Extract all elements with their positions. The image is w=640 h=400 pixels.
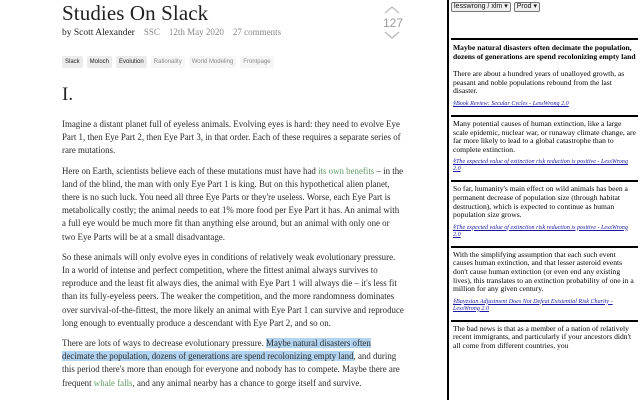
- karma-score: 127: [383, 16, 404, 30]
- paragraph-text: – in the land of the blind, the man with only Eye Part 1 is king. But on this hypothetical alien planet, there is no such luck. You need all three Eye Parts or they're useless. Worse, each Eye Part is metabolically costly; the animal needs to eat 1% more food per Eye Part it has. An animal with a full eye would be much more fit than anything else around, but an animal with only one or two Eye Parts will be at a small disadvantage.: [62, 165, 404, 242]
- paragraph-text: , and any animal nearby has a chance to gorge itself and survive.: [132, 377, 362, 388]
- result-text: There are about a hundred years of unalloyed growth, as peasant and noble populations rebound from the last disaster.: [453, 69, 625, 96]
- paragraph: [62, 165, 404, 244]
- tag-moloch[interactable]: Moloch: [87, 56, 112, 68]
- comments-link[interactable]: 27 comments: [232, 27, 282, 37]
- post-date: 12th May 2020: [168, 27, 224, 37]
- chevron-down-icon: ▾: [533, 3, 538, 10]
- whale-falls-link[interactable]: whale falls: [93, 377, 133, 388]
- section-heading: I.: [62, 84, 74, 105]
- result-text: The bad news is that as a member of a nation of relatively recent immigrants, and particularly if your ancestors didn't all come from different countries, you: [453, 323, 632, 350]
- paragraph: So these animals will only evolve eyes in conditions of relatively weak evolutionary pressure. In a world of intense and perfect competition, where the fittest animal always survives to reproduce and the least fit always dies, the animal with Eye Part 1 will always die – it's less fit than its fully-eyeless peers. The weaker the competition, and the more randomness dominates over survival-of-the-fittest, the more likely an animal with Eye Part 1 can survive and reproduce long enough to eventually produce a descendant with Eye Part 2, and so on.: [62, 251, 404, 328]
- result-text: With the simplifying assumption that each such event causes human extinction, and that lesser asteroid events don't cause human extinction (or even end any existing lives), this translates to an extinction probability of one in a million for any given century.: [453, 249, 634, 294]
- env-select[interactable]: [514, 2, 540, 12]
- own-benefits-link[interactable]: its own benefits: [318, 165, 375, 176]
- result-text: So far, humanity's main effect on wild animals has been a permanent decrease of population size (through habitat destruction), which is expected to continue as human population size grows.: [453, 184, 628, 220]
- result-card: [451, 115, 638, 173]
- query-title: Maybe natural disasters often decimate the population, dozens of generations are spend recolonizing empty land: [453, 43, 636, 62]
- tag-slack[interactable]: Slack: [62, 56, 83, 68]
- tag-frontpage[interactable]: Frontpage: [240, 56, 273, 68]
- paragraph-text: There are lots of ways to decrease evolutionary pressure.: [62, 338, 267, 349]
- result-source-link[interactable]: §The expected value of extinction risk reduction is positive - LessWrong 2.0: [453, 224, 628, 238]
- result-source-link[interactable]: §Bayesian Adjustment Does Not Defeat Existential Risk Charity - LessWrong 2.0: [453, 298, 613, 312]
- paragraph: [62, 337, 404, 390]
- env-select-value: Prod: [516, 3, 532, 10]
- result-card: [451, 320, 638, 351]
- author-link[interactable]: by Scott Alexander: [62, 28, 135, 38]
- byline: [62, 27, 281, 38]
- index-select-value: lesswrong / xlm: [454, 3, 503, 10]
- result-source-link[interactable]: §The expected value of extinction risk reduction is positive - LessWrong 2.0: [453, 159, 628, 173]
- tag-evolution[interactable]: Evolution: [116, 56, 147, 68]
- results-list: [451, 38, 638, 357]
- index-select[interactable]: [451, 2, 511, 12]
- highlighted-selection[interactable]: Maybe natural disasters often decimate the population, dozens of generations are spend recolonizing empty land: [62, 338, 371, 362]
- downvote-icon[interactable]: [383, 31, 401, 39]
- result-card: [451, 246, 638, 313]
- paragraph: Imagine a distant planet full of eyeless animals. Evolving eyes is hard: they need to evolve Eye Part 1, then Eye Part 2, then Eye Part 3, in that order. Each of these requires a separate series of rare mutations.: [62, 119, 401, 156]
- source-label[interactable]: SSC: [143, 27, 160, 37]
- result-source-link[interactable]: §Book Review: Secular Cycles - LessWrong 2.0: [453, 100, 569, 107]
- chevron-down-icon: ▾: [504, 3, 508, 10]
- post-body: [62, 118, 404, 397]
- tag-world-modeling[interactable]: World Modeling: [189, 56, 237, 68]
- selector-bar: [451, 2, 540, 12]
- search-sidebar: [447, 0, 640, 400]
- tag-list: [62, 56, 274, 68]
- result-text: Many potential causes of human extinction, like a large scale epidemic, nuclear war, or runaway climate change, are far more likely to lead to a global catastrophe than to complete extinction.: [453, 118, 636, 154]
- result-card: [451, 180, 638, 238]
- paragraph-text: Here on Earth, scientists believe each of these mutations must have had: [62, 165, 319, 176]
- vote-widget: [383, 6, 404, 39]
- upvote-icon[interactable]: [383, 6, 401, 14]
- result-card: [451, 38, 638, 108]
- sidebar-divider: [447, 0, 449, 400]
- paragraph-text: , and during this period there's more than enough for everyone and nobody has to compete. Maybe there are frequent: [62, 351, 400, 388]
- tag-rationality[interactable]: Rationality: [151, 56, 185, 68]
- post-title: Studies On Slack: [62, 1, 209, 25]
